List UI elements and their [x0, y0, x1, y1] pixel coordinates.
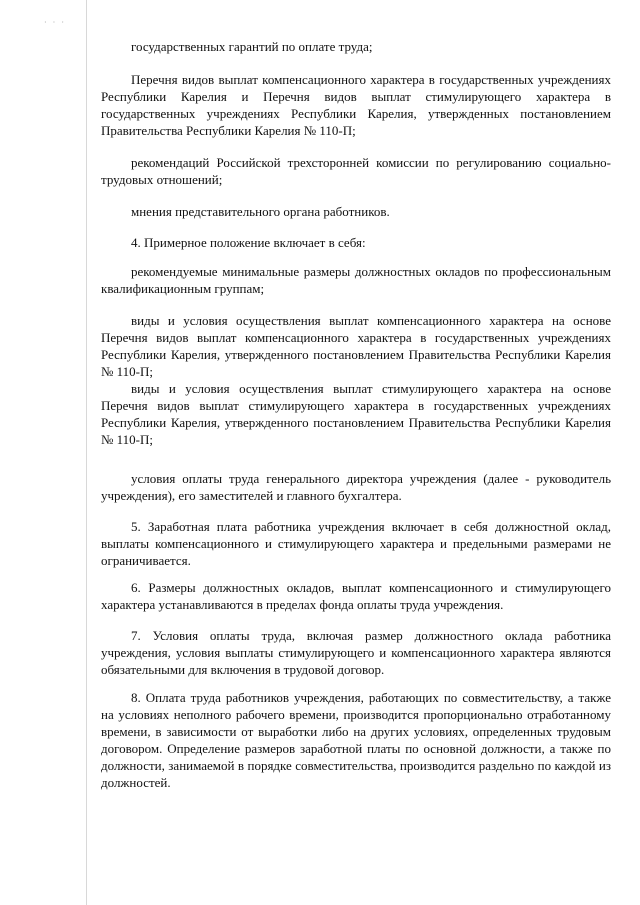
paragraph-payment-lists: Перечня видов выплат компенсационного характера в государственных учреждениях Республики Карелия и Перечня видов выплат стимулирующего характера в государственных учреждениях Республики Карелия, утвержденных постановлением Правительства Республики Карелия № 110-П;: [101, 72, 611, 138]
paragraph-director-pay: условия оплаты труда генерального директора учреждения (далее - руководитель учреждения), его заместителей и главного бухгалтера.: [101, 471, 611, 503]
paragraph-item-5: 5. Заработная плата работника учреждения включает в себя должностной оклад, выплаты компенсационного и стимулирующего характера и предельными размерами не ограничивается.: [101, 519, 611, 568]
scan-margin-line: [86, 0, 87, 905]
paragraph-item-7: 7. Условия оплаты труда, включая размер должностного оклада работника учреждения, условия выплаты стимулирующего и компенсационного характера являются обязательными для включения в трудовой договор.: [101, 628, 611, 677]
scan-artifact: · · ·: [44, 18, 66, 27]
paragraph-workers-opinion: мнения представительного органа работников.: [131, 204, 390, 219]
paragraph-tripartite-commission: рекомендаций Российской трехсторонней комиссии по регулированию социально-трудовых отношений;: [101, 155, 611, 187]
paragraph-state-guarantees: государственных гарантий по оплате труда;: [131, 39, 373, 54]
paragraph-incentive-payments: виды и условия осуществления выплат стимулирующего характера на основе Перечня видов выплат стимулирующего характера в государственных учреждениях Республики Карелия, утвержденного постановлением Правительства Республики Карелия № 110-П;: [101, 381, 611, 447]
paragraph-compensation-payments: виды и условия осуществления выплат компенсационного характера на основе Перечня видов выплат компенсационного характера в государственных учреждениях Республики Карелия, утвержденного постановлением Правительства Республики Карелия № 110-П;: [101, 313, 611, 379]
paragraph-minimum-salaries: рекомендуемые минимальные размеры должностных окладов по профессиональным квалификационным группам;: [101, 264, 611, 296]
paragraph-item-8: 8. Оплата труда работников учреждения, работающих по совместительству, а также на условиях неполного рабочего времени, производится пропорционально отработанному времени, в зависимости от выработки либо на других условиях, определенных трудовым договором. Определение размеров заработной платы по основной должности, а также по должности, занимаемой в порядке совместительства, производится раздельно по каждой из должностей.: [101, 690, 611, 790]
paragraph-item-4: 4. Примерное положение включает в себя:: [131, 235, 366, 250]
paragraph-item-6: 6. Размеры должностных окладов, выплат компенсационного и стимулирующего характера устанавливаются в пределах фонда оплаты труда учреждения.: [101, 580, 611, 612]
